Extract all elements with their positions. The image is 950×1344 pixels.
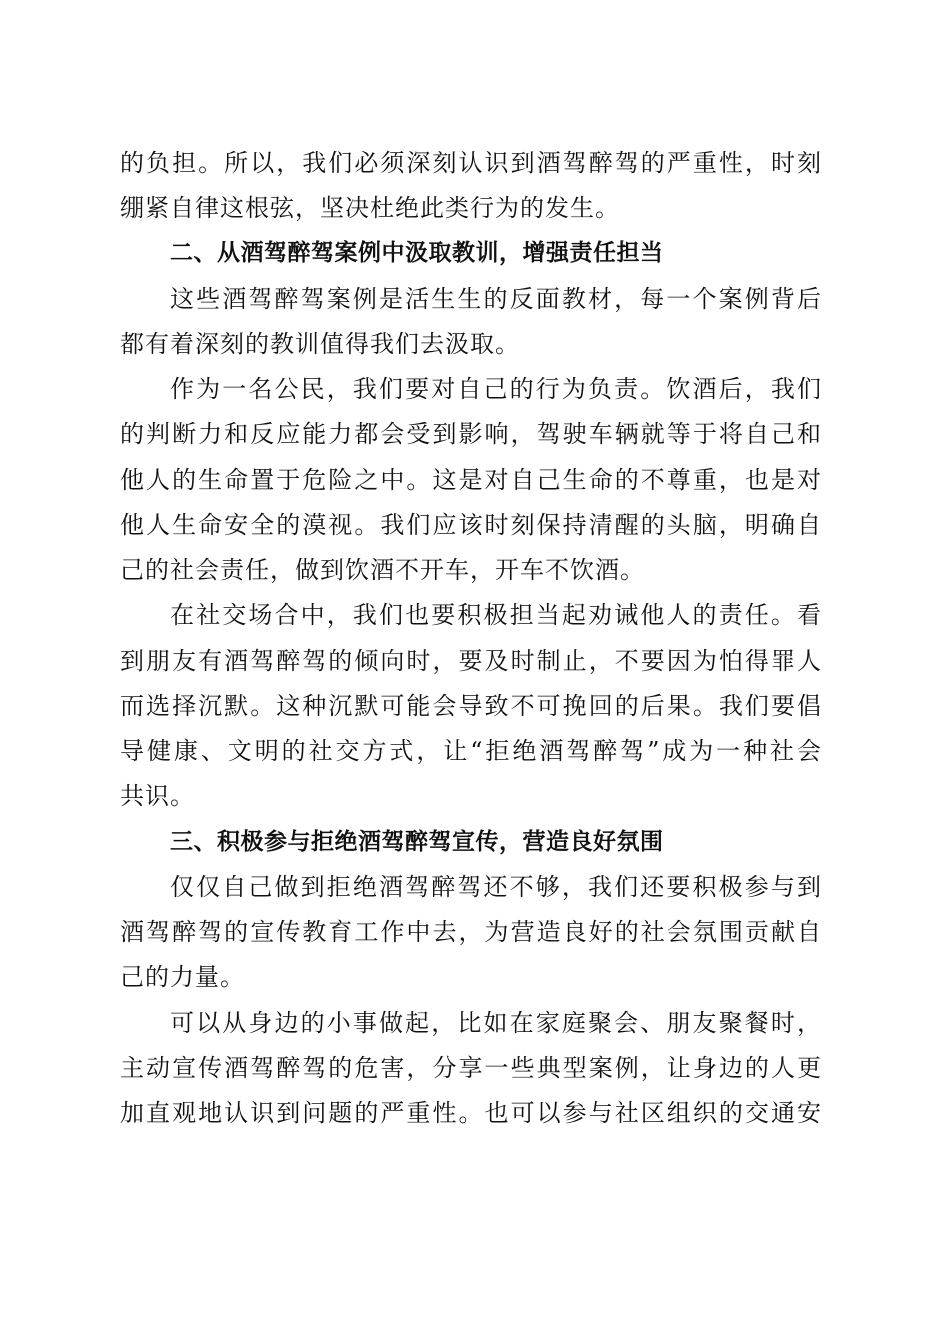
body-text-line: 而选择沉默。这种沉默可能会导致不可挽回的后果。我们要倡 (120, 692, 822, 720)
body-text-line: 到朋友有酒驾醉驾的倾向时，要及时制止，不要因为怕得罪人 (120, 647, 822, 675)
paragraph-start-line: 在社交场合中，我们也要积极担当起劝诫他人的责任。看 (170, 601, 822, 629)
paragraph-start-line: 作为一名公民，我们要对自己的行为负责。饮酒后，我们 (170, 375, 822, 403)
paragraph-start-line: 这些酒驾醉驾案例是活生生的反面教材，每一个案例背后 (170, 285, 822, 313)
body-text-line: 己的力量。 (120, 963, 245, 991)
section-heading-2: 二、从酒驾醉驾案例中汲取教训，增强责任担当 (170, 240, 664, 266)
body-text-line: 的判断力和反应能力都会受到影响，驾驶车辆就等于将自己和 (120, 420, 822, 448)
body-text-line: 都有着深刻的教训值得我们去汲取。 (120, 330, 520, 358)
body-text-line: 共识。 (120, 782, 195, 810)
body-text-line: 加直观地认识到问题的严重性。也可以参与社区组织的交通安 (120, 1099, 822, 1127)
section-heading-3: 三、积极参与拒绝酒驾醉驾宣传，营造良好氛围 (170, 829, 664, 855)
body-text-line: 绷紧自律这根弦，坚决杜绝此类行为的发生。 (120, 194, 620, 222)
body-text-line: 他人生命安全的漠视。我们应该时刻保持清醒的头脑，明确自 (120, 511, 822, 539)
body-text-line: 导健康、文明的社交方式，让“拒绝酒驾醉驾”成为一种社会 (120, 737, 822, 765)
body-text-line: 他人的生命置于危险之中。这是对自己生命的不尊重，也是对 (120, 466, 822, 494)
paragraph-start-line: 可以从身边的小事做起，比如在家庭聚会、朋友聚餐时， (170, 1009, 822, 1037)
body-text-line: 的负担。所以，我们必须深刻认识到酒驾醉驾的严重性，时刻 (120, 149, 822, 177)
paragraph-start-line: 仅仅自己做到拒绝酒驾醉驾还不够，我们还要积极参与到 (170, 873, 822, 901)
body-text-line: 己的社会责任，做到饮酒不开车，开车不饮酒。 (120, 556, 645, 584)
body-text-line: 主动宣传酒驾醉驾的危害，分享一些典型案例，让身边的人更 (120, 1054, 822, 1082)
body-text-line: 酒驾醉驾的宣传教育工作中去，为营造良好的社会氛围贡献自 (120, 918, 822, 946)
